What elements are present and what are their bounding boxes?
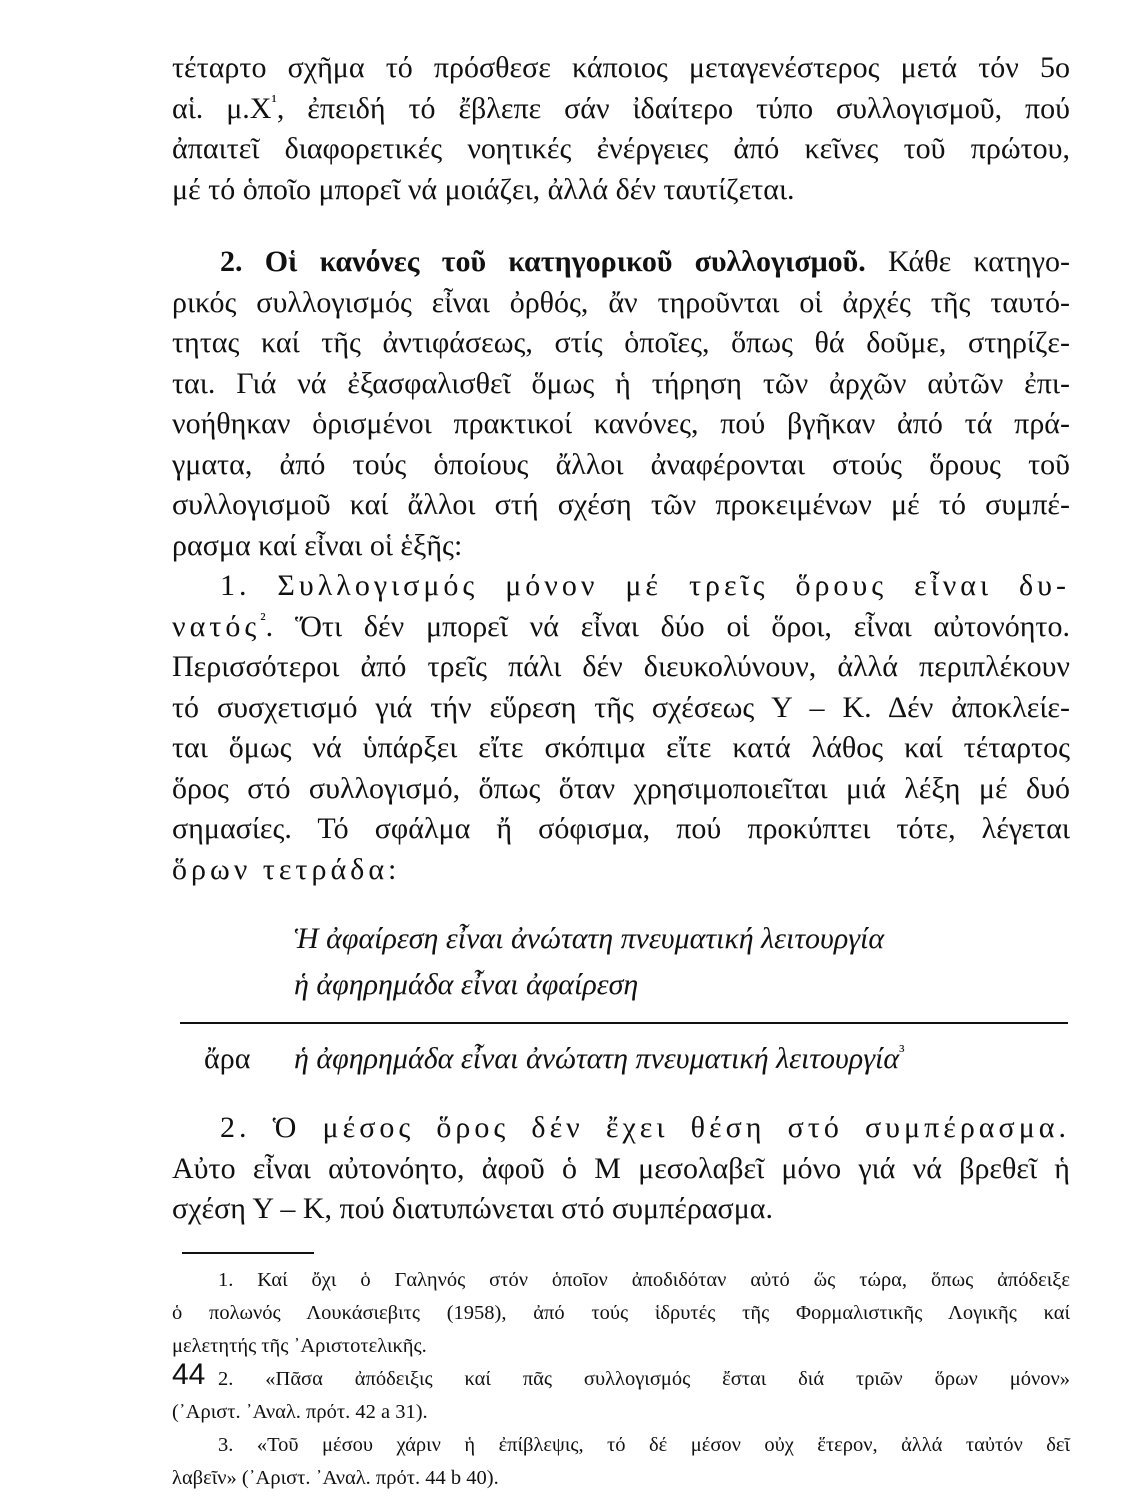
text-line: τητας καί τῆς ἀντιφάσεως, στίς ὁποῖες, ὅπως θά δοῦμε, στηρίζε- (172, 326, 1070, 359)
text-line: ται. Γιά νά ἐξασφαλισθεῖ ὅμως ἡ τήρηση τῶν ἀρχῶν αὐτῶν ἐπι- (172, 366, 1070, 400)
term-name: ὅρων τετράδα: (172, 852, 401, 886)
rule-1-title: 1. Συλλογισμός μόνον μέ τρεῖς ὅρους εἶναι δυ- (220, 569, 1070, 602)
section-heading: 2. Οἱ κανόνες τοῦ κατηγορικοῦ συλλογισμοῦ. (220, 245, 866, 278)
text-line: ὅρος στό συλλογισμό, ὅπως ὅταν χρησιμοποιεῖται μιά λέξη μέ δυό (172, 771, 1070, 805)
footnote-ref[interactable]: ³ (899, 1041, 905, 1061)
text-line: τέταρτο σχῆμα τό πρόσθεσε κάποιος μεταγενέστερος μετά τόν 5ο (172, 51, 1070, 84)
page-number: 44 (172, 1358, 206, 1391)
footnote-2: 2. «Πᾶσα ἀπόδειξις καί πᾶς συλλογισμός ἔσται διά τριῶν ὅρων μόνον» (᾿Αριστ. ᾿Αναλ. πρότ. 42 a 31). (172, 1367, 1070, 1423)
conclusion: ἄρα ἡ ἀφηρημάδα εἶναι ἀνώτατη πνευματική λειτουργία$^{^3}$ (172, 1036, 1070, 1082)
therefore-word: ἄρα (204, 1042, 251, 1075)
paragraph-rules (172, 242, 1070, 566)
text-line: συλλογισμοῦ καί ἄλλοι στή σχέση τῶν προκειμένων μέ τό συμπέ- (172, 488, 1070, 521)
footnote-divider (182, 1252, 314, 1254)
text-line: τό συσχετισμό γιά τήν εὕρεση τῆς σχέσεως Υ – Κ. Δέν ἀποκλείε- (172, 690, 1070, 724)
text-line: ρασμα καί εἶναι οἱ ἑξῆς: (172, 528, 463, 562)
rule-2-title: 2. Ὁ μέσος ὅρος δέν ἔχει θέση στό συμπέρασμα. (220, 1111, 1070, 1144)
text-line: γματα, ἀπό τούς ὁποίους ἄλλοι ἀναφέρονται στούς ὅρους τοῦ (172, 447, 1070, 481)
text-line: νοήθηκαν ὁρισμένοι πρακτικοί κανόνες, πού βγῆκαν ἀπό τά πρά- (172, 407, 1070, 440)
paragraph-rule-1 (172, 566, 1070, 890)
text-line: νατός$^{^2}$. Ὅτι δέν μπορεῖ νά εἶναι δύο οἱ ὅροι, εἶναι αὐτονόητο. (172, 608, 1070, 643)
page-body (172, 48, 1070, 1495)
text-line: Αὐτο εἶναι αὐτονόητο, ἀφοῦ ὁ Μ μεσολαβεῖ μόνο γιά νά βρεθεῖ ἡ (172, 1151, 1070, 1185)
footnote-1: 1. Καί ὄχι ὁ Γαληνός στόν ὁποῖον ἀποδιδόταν αὐτό ὥς τώρα, ὅπως ἀπόδειξε ὁ πολωνός Λουκάσιεβιτς (1958), ἀπό τούς ἱδρυτές τῆς Φορμαλιστικῆς Λογικῆς καί μελετητής τῆς ᾿Αριστοτελικῆς. (172, 1268, 1070, 1357)
text-line: αἱ. $\mu.X^{^1}$, ἐπειδή τό ἔβλεπε σάν ἰδαίτερο τύπο συλλογισμοῦ, πού (172, 90, 1070, 125)
footnote-3: 3. «Τοῦ μέσου χάριν ἡ ἐπίβλεψις, τό δέ μέσον οὐχ ἕτερον, ἀλλά ταὐτόν δεῖ λαβεῖν» (᾿Αριστ. ᾿Αναλ. πρότ. 44 b 40). (172, 1433, 1070, 1489)
paragraph-intro (172, 48, 1070, 210)
text-line: Περισσότεροι ἀπό τρεῖς πάλι δέν διευκολύνουν, ἀλλά περιπλέκουν (172, 650, 1070, 683)
text-line: ται ὅμως νά ὑπάρξει εἴτε σκόπιμα εἴτε κατά λάθος καί τέταρτος (172, 731, 1070, 764)
text-line: μέ τό ὁποῖο μπορεῖ νά μοιάζει, ἀλλά δέν ταυτίζεται. (172, 172, 795, 206)
text-line: σχέση Υ – Κ, πού διατυπώνεται στό συμπέρασμα. (172, 1192, 774, 1225)
text-line: ἀπαιτεῖ διαφορετικές νοητικές ἐνέργειες ἀπό κεῖνες τοῦ πρώτου, (172, 132, 1070, 165)
premise-minor: ἡ ἀφηρημάδα εἶναι ἀφαίρεση (294, 968, 639, 1001)
text-line: 2. Οἱ κανόνες τοῦ κατηγορικοῦ συλλογισμοῦ. Κάθε κατηγο- (220, 245, 1070, 278)
footnote-ref[interactable]: ² (260, 608, 266, 629)
text-line: σημασίες. Τό σφάλμα ἤ σόφισμα, πού προκύπτει τότε, λέγεται (172, 812, 1070, 845)
paragraph-rule-2 (172, 1108, 1070, 1230)
syllogism-divider (180, 1022, 1068, 1024)
footnote-ref[interactable]: ¹ (271, 90, 277, 111)
syllogism-example (172, 916, 1070, 1082)
premise-major: Ἡ ἀφαίρεση εἶναι ἀνώτατη πνευματική λειτουργία (294, 922, 885, 955)
text-line: ρικός συλλογισμός εἶναι ὀρθός, ἄν τηροῦνται οἱ ἀρχές τῆς ταυτό- (172, 285, 1070, 319)
